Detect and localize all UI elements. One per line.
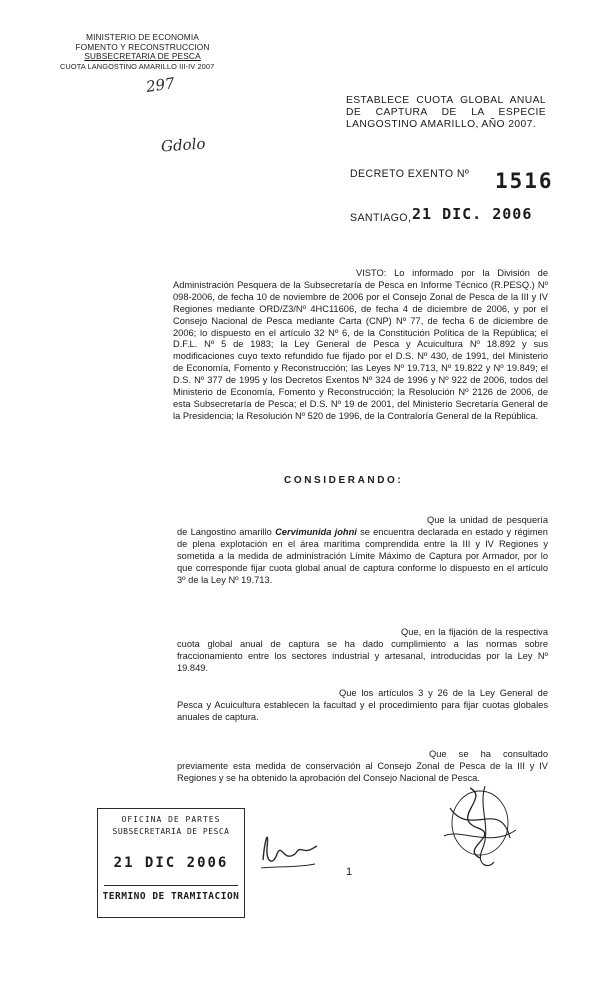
considerando-4-text: medida de conservación al Consejo Zonal de Pesca de la III y IV Regiones y se ha obtenido la aprobación del Consejo Nacional de Pesca. [177,760,548,783]
decree-number: 1516 [495,169,554,193]
considerando-1 [177,515,548,586]
ministry-line-2: FOMENTO Y RECONSTRUCCION [75,41,210,52]
considerando-3-lead: Que los artículos 3 y 26 de la Ley [339,688,495,698]
visto-text: Lo informado por la División de Administración Pesquera de la Subsecretaría de Pesca en Informe Técnico (R.PESQ.) Nº 098-2006, de fecha 10 de noviembre de 2006 por el Consejo Zonal de Pesca de la III y IV Regiones mediante ORD/Z3/Nº 4HC11606, de fecha 4 de diciembre de 2006, y por el Consejo Nacional de Pesca mediante Carta (CNP) Nº 77, de fecha 6 de diciembre de 2006; lo dispuesto en el artículo 32 Nº 6, de la Constitución Política de la República; el D.F.L. Nº 5 de 1983; la Ley General de Pesca y Acuicultura Nº 18.892 y sus modificaciones cuyo texto refundido fue fijado por el D.S. Nº 430, de 1991, del Ministerio de Economía, Fomento y Reconstrucción; las Leyes Nº 19.713, Nº 19.822 y Nº 19.849; el D.S. Nº 377 de 1995 y los Decretos Exentos Nº 324 de 1996 y Nº 922 de 2006, todos del Ministerio de Economía, Fomento y Reconstrucción; la Resolución Nº 2126 de 2006, de esta Subsecretaría de Pesca; el D.S. Nº 19 de 2001, del Ministerio Secretaría General de la Presidencia; la Resolución Nº 520 de 1996, de la Contraloría General de la República. [173,268,548,421]
considerando-3-text: General de Pesca y Acuicultura establecen la facultad y el procedimiento para fijar cuotas globales anuales de captura. [177,688,548,722]
stamp-date: 21 DIC 2006 [113,855,229,871]
handwritten-number: 297 [144,74,176,96]
signature [430,778,530,878]
considerando-1-text-before: Langostino amarillo [190,526,276,537]
considerando-2-lead: Que, en la fijación de la respectiva cuota [177,627,548,649]
visto-paragraph [173,268,548,423]
stamp-office: OFICINA DE PARTES [121,815,221,824]
considerando-heading: CONSIDERANDO: [284,475,404,486]
stamp-divider [104,885,238,886]
handwritten-scribble [255,818,325,878]
letterhead [60,33,225,71]
considerando-1-text-after: se encuentra declarada en estado y régimen de plena explotación en el área marítima comprendida entre la III y IV Regiones y sometida a la medida de administración Límite Máximo de Captura por Armador, por lo que corresponde fijar cuota global anual de captura conforme lo dispuesto en el artículo 3º de la Ley Nº 19.713. [177,526,548,585]
subsecretaria-line: SUBSECRETARIA DE PESCA [84,51,201,61]
reference-line: CUOTA LANGOSTINO AMARILLO III-IV 2007 [60,61,215,71]
considerando-4-lead: Que se ha consultado previamente esta [177,749,548,771]
visto-lead: VISTO: [356,268,387,278]
considerando-3 [177,688,548,724]
ministry-line-1: MINISTERIO DE ECONOMIA [86,32,199,42]
place-label: SANTIAGO, [350,212,412,224]
decree-date: 21 DIC. 2006 [412,205,533,223]
handwritten-initials: Gdolo [160,134,207,156]
decree-label: DECRETO EXENTO Nº [350,168,470,180]
considerando-2 [177,627,548,675]
considerando-1-lead: Que la unidad de pesquería de [177,515,548,537]
stamp-footer: TERMINO DE TRAMITACION [102,891,240,902]
decree-title: ESTABLECE CUOTA GLOBAL ANUAL DE CAPTURA DE LA ESPECIE LANGOSTINO AMARILLO, AÑO 2007. [346,95,546,130]
species-name: Cervimunida johni [275,526,357,537]
considerando-2-text: global anual de captura se ha dado cumplimiento a las normas sobre fraccionamiento entre los sectores industrial y artesanal, introducidas por la Ley Nº 19.849. [177,638,548,673]
page-marker: 1 [346,866,353,878]
stamp-subsecretaria: SUBSECRETARIA DE PESCA [112,827,230,836]
office-stamp [97,808,245,918]
